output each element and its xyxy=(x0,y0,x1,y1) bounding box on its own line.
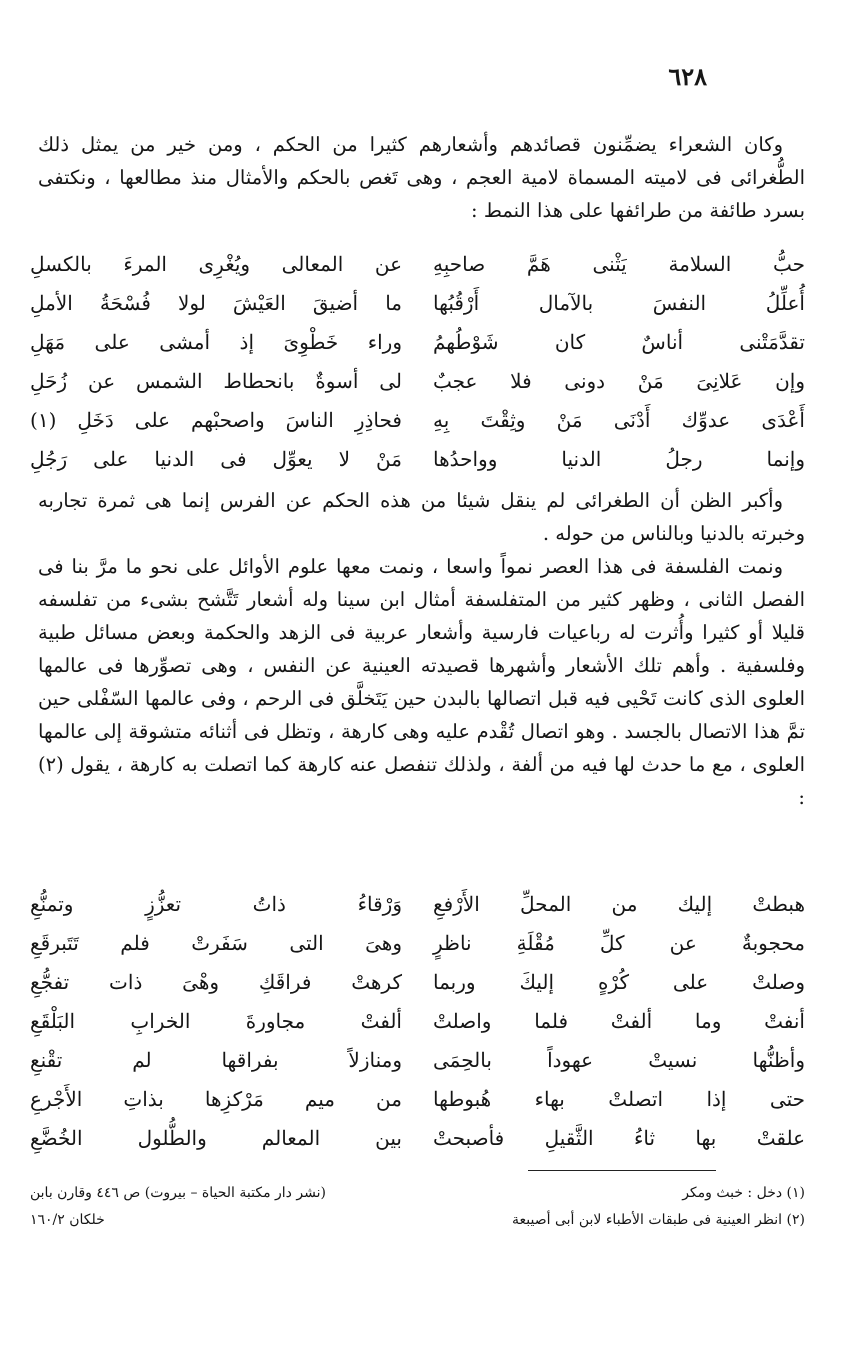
hemistich-second: ألفتْ مجاورةَ الخرابِ البَلْقَعِ xyxy=(30,1008,402,1033)
hemistich-first: وأظنُّها نسيتْ عهوداً بالحِمَى xyxy=(433,1047,805,1072)
hemistich-second: كرهتْ فراقَكِ وهْىَ ذات تفجُّعِ xyxy=(30,969,402,994)
verse xyxy=(30,1118,805,1157)
footnotes xyxy=(30,1180,805,1234)
footnote-divider xyxy=(528,1170,716,1171)
hemistich-first: أَعْدَى عدوِّك أَدْنَى مَنْ وثِقْتَ بِهِ xyxy=(433,407,805,432)
intro-paragraph-block xyxy=(38,128,805,227)
hemistich-second: لى أسوةٌ بانحطاط الشمس عن زُحَلِ xyxy=(30,368,402,393)
hemistich-first: حتى إذا اتصلتْ بهاء هُبوطها xyxy=(433,1086,805,1111)
footnote-continuation: خلكان ١٦٠/٢ xyxy=(30,1212,105,1228)
hemistich-first: أنفتْ وما ألفتْ فلما واصلتْ xyxy=(433,1008,805,1033)
hemistich-second: من ميم مَرْكزِها بذاتِ الأَجْرعِ xyxy=(30,1086,402,1111)
footnote-text: (١) دخل : خبث ومكر xyxy=(682,1185,805,1201)
hemistich-first: محجوبةٌ عن كلِّ مُقْلَةِ ناظرٍ xyxy=(433,930,805,955)
hemistich-second: ومنازلاً بفراقها لم تقْنعِ xyxy=(30,1047,402,1072)
paragraph: ونمت الفلسفة فى هذا العصر نمواً واسعا ، ونمت معها علوم الأوائل على نحو ما مرَّ بنا فى الفصل الثانى ، وظهر كثير من المتفلسفة أمثال ابن سينا وله أشعار تَتَّشح بشىء من تفلسفه قليلا أو كثيرا وأُثرت له رباعيات فارسية وأشعار عربية فى الزهد والحكمة وبعض مسائل طبية وفلسفية . وأهم تلك الأشعار وأشهرها قصيدته العينية عن النفس ، وهى تصوِّرها فى عالمها العلوى الذى كانت تَحْيى فيه قبل اتصالها بالبدن حين يَتَخلَّق فى الرحم ، وفى عالمها السّفْلى حين تمَّ هذا الاتصال بالجسد . وهو اتصال تُقْدم عليه وهى كارهة ، وتظل فى أثنائه متشوقة إلى عالمها العلوى ، مع ما حدث لها فيه من ألفة ، ولذلك تنفصل عنه كارهة كما اتصلت به كارهة ، يقول (٢) : xyxy=(38,555,805,809)
paragraph: وأكبر الظن أن الطغرائى لم ينقل شيئا من هذه الحكم عن الفرس إنما هى ثمرة تجاربه وخبرته بالدنيا وبالناس من حوله . xyxy=(38,489,805,545)
hemistich-first: وصلتْ على كُرْهٍ إليكَ وربما xyxy=(433,969,805,994)
hemistich-first: أُعلِّلُ النفسَ بالآمال أَرْقُبُها xyxy=(433,290,805,315)
verse xyxy=(30,439,805,478)
footnote-text: (٢) انظر العينية فى طبقات الأطباء لابن أبى أصيبعة xyxy=(512,1212,805,1228)
paragraph: وكان الشعراء يضمِّنون قصائدهم وأشعارهم كثيرا من الحكم ، ومن خير من يمثل ذلك الطُّغرائى فى لاميته المسماة لامية العجم ، وهى تَغص بالحكم والأمثال منذ مطالعها ، ونكتفى بسرد طائفة من طرائفها على هذا النمط : xyxy=(38,133,805,222)
verse xyxy=(30,884,805,923)
hemistich-first: وإنما رجلُ الدنيا وواحدُها xyxy=(433,446,805,471)
footnote-row xyxy=(30,1207,805,1234)
hemistich-first: هبطتْ إليك من المحلِّ الأَرْفعِ xyxy=(433,891,805,916)
verse xyxy=(30,400,805,439)
hemistich-second: وهىَ التى سَفَرتْ فلم تَتَبرقَعِ xyxy=(30,930,402,955)
hemistich-second: فحاذِرِ الناسَ واصحبْهم على دَخَلِ (١) xyxy=(30,407,402,432)
verse xyxy=(30,283,805,322)
footnote-continuation: (نشر دار مكتبة الحياة – بيروت) ص ٤٤٦ وقارن بابن xyxy=(30,1185,326,1201)
hemistich-first: علقتْ بها ثاءُ الثَّقيلِ فأصبحتْ xyxy=(433,1125,805,1150)
page-number: ٦٢٨ xyxy=(668,62,707,91)
verse xyxy=(30,923,805,962)
verse xyxy=(30,1079,805,1118)
footnote-row xyxy=(30,1180,805,1207)
hemistich-second: وَرْقاءُ ذاتُ تعزُّزٍ وتمنُّعِ xyxy=(30,891,402,916)
hemistich-first: وإن عَلانِىَ مَنْ دونى فلا عجبٌ xyxy=(433,368,805,393)
poem-ibn-sina xyxy=(30,884,805,1157)
verse xyxy=(30,962,805,1001)
verse xyxy=(30,322,805,361)
hemistich-second: وراء خَطْوِىَ إذ أمشى على مَهَلِ xyxy=(30,329,402,354)
body-paragraph-block xyxy=(38,484,805,814)
hemistich-second: بين المعالم والطُّلول الخُضَّعِ xyxy=(30,1125,402,1150)
verse xyxy=(30,1040,805,1079)
hemistich-second: مَنْ لا يعوِّل فى الدنيا على رَجُلِ xyxy=(30,446,402,471)
hemistich-second: ما أضيقَ العَيْشَ لولا فُسْحَةُ الأملِ xyxy=(30,290,402,315)
hemistich-first: حبُّ السلامة يَثْنى هَمَّ صاحبِهِ xyxy=(433,251,805,276)
verse xyxy=(30,244,805,283)
verse xyxy=(30,361,805,400)
verse xyxy=(30,1001,805,1040)
hemistich-second: عن المعالى ويُغْرِى المرءَ بالكسلِ xyxy=(30,251,402,276)
poem-tughrai xyxy=(30,244,805,478)
hemistich-first: تقدَّمَتْنى أناسٌ كان شَوْطُهمُ xyxy=(433,329,805,354)
